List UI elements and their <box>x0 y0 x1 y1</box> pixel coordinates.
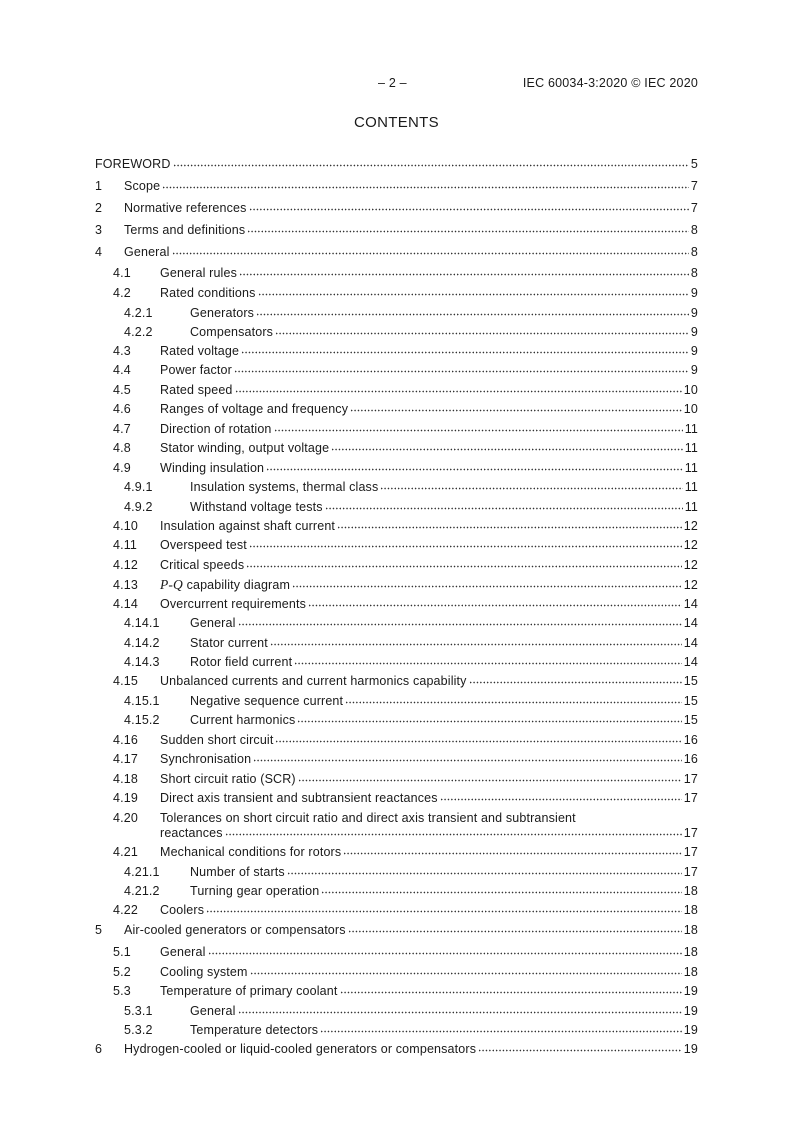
toc-page: 19 <box>683 1003 698 1018</box>
page-number: – 2 – <box>378 76 407 90</box>
toc-title: Hydrogen-cooled or liquid-cooled generators or compensators <box>124 1042 477 1056</box>
toc-number: 4.14.3 <box>124 655 160 669</box>
toc-entry-4-15-2[interactable] <box>95 713 698 733</box>
toc-title: Unbalanced currents and current harmonics capability <box>160 674 467 688</box>
toc-entry-4-3[interactable] <box>95 344 698 364</box>
toc-entry-4-10[interactable] <box>95 519 698 539</box>
toc-number: 5.2 <box>113 964 131 979</box>
toc-page: 11 <box>684 460 698 475</box>
toc-title: Coolers <box>160 903 205 917</box>
toc-number: 4.5 <box>113 382 131 397</box>
toc-title: Overcurrent requirements <box>160 596 307 611</box>
leader-dots <box>208 952 682 955</box>
toc-title: Stator winding, output voltage <box>160 441 330 455</box>
toc-number: 4.15.1 <box>124 693 160 708</box>
toc-number: 4.13 <box>113 578 138 592</box>
toc-number: 4.4 <box>113 363 131 377</box>
toc-page: 10 <box>683 382 698 397</box>
toc-title: General rules <box>160 266 237 280</box>
toc-title: Generators <box>190 305 255 320</box>
leader-dots <box>337 526 682 529</box>
leader-dots <box>321 891 681 894</box>
leader-dots <box>234 370 689 373</box>
leader-dots <box>350 409 682 412</box>
toc-title: Tolerances on short circuit ratio and direct axis transient and subtransient <box>160 810 576 825</box>
toc-title: Mechanical conditions for rotors <box>160 845 342 859</box>
leader-dots <box>275 332 689 335</box>
toc-page: 9 <box>690 286 698 300</box>
toc-page: 14 <box>683 596 698 611</box>
toc-entry-4-7[interactable] <box>95 422 698 442</box>
toc-page: 12 <box>683 518 698 533</box>
leader-dots <box>162 186 689 189</box>
toc-number: 4.2 <box>113 286 131 300</box>
toc-page: 15 <box>683 713 698 727</box>
toc-page: 17 <box>683 845 698 859</box>
toc-title: Temperature detectors <box>190 1023 319 1037</box>
toc-entry-4-21[interactable] <box>95 845 698 865</box>
toc-number: 4.1 <box>113 266 131 280</box>
leader-dots <box>469 681 682 684</box>
toc-title: Stator current <box>190 635 268 650</box>
toc-title: General <box>190 1003 236 1018</box>
toc-entry-4-13[interactable] <box>95 577 698 597</box>
toc-number: 4.16 <box>113 732 138 747</box>
toc-title: Winding insulation <box>160 460 265 475</box>
leader-dots <box>253 759 682 762</box>
leader-dots <box>478 1049 682 1052</box>
toc-entry-4-22[interactable] <box>95 903 698 923</box>
toc-title: Synchronisation <box>160 752 252 766</box>
toc-page: 16 <box>683 732 698 747</box>
toc-number: 4.20 <box>113 810 138 825</box>
toc-title: Critical speeds <box>160 557 245 572</box>
toc-number: 4.9.1 <box>124 480 153 494</box>
toc-page: 18 <box>683 945 698 959</box>
toc-page: 7 <box>690 201 698 215</box>
toc-title: Rated conditions <box>160 286 256 300</box>
toc-number: 4.15.2 <box>124 713 160 727</box>
toc-number: 5.3 <box>113 984 131 998</box>
leader-dots <box>343 852 682 855</box>
toc-entry-4-9-2[interactable] <box>95 500 698 519</box>
leader-dots <box>250 972 682 975</box>
toc-entry-4-6[interactable] <box>95 402 698 422</box>
toc-entry-4-14-2[interactable] <box>95 636 698 656</box>
leader-dots <box>380 487 682 490</box>
toc-title-continuation <box>95 826 698 841</box>
toc-entry-4-9[interactable] <box>95 461 698 481</box>
leader-dots <box>246 565 682 568</box>
toc-number: 3 <box>95 223 103 237</box>
toc-page: 11 <box>684 499 698 514</box>
toc-title: Short circuit ratio (SCR) <box>160 771 296 786</box>
toc-page: 19 <box>683 1042 698 1056</box>
toc-number: 5.1 <box>113 945 131 959</box>
toc-title: Ranges of voltage and frequency <box>160 402 349 416</box>
leader-dots <box>348 930 682 933</box>
toc-title: FOREWORD <box>95 157 171 171</box>
leader-dots <box>275 740 681 743</box>
toc-number: 4.14.2 <box>124 635 160 650</box>
leader-dots <box>249 208 689 211</box>
toc-entry-4-2-1[interactable] <box>95 306 698 325</box>
toc-title: Air-cooled generators or compensators <box>124 923 346 937</box>
toc-entry-4[interactable] <box>95 245 698 266</box>
toc-title: Turning gear operation <box>190 884 320 898</box>
leader-dots <box>298 779 682 782</box>
toc-entry-5-1[interactable] <box>95 945 698 965</box>
leader-dots <box>225 833 682 836</box>
toc-number: 4 <box>95 245 103 259</box>
toc-entry-4-4[interactable] <box>95 363 698 383</box>
toc-number: 4.2.1 <box>124 305 153 320</box>
toc-page: 7 <box>690 179 698 193</box>
leader-dots <box>331 448 683 451</box>
toc-entry-4-15-1[interactable] <box>95 694 698 714</box>
toc-title: Power factor <box>160 363 232 377</box>
toc-title: General <box>190 616 236 630</box>
toc-title-rest: capability diagram <box>182 578 291 592</box>
toc-number: 4.2.2 <box>124 324 153 339</box>
toc-title: General <box>160 945 206 959</box>
leader-dots <box>239 273 689 276</box>
toc-number: 6 <box>95 1042 103 1056</box>
toc-entry-foreword[interactable] <box>95 157 698 179</box>
toc-page: 9 <box>690 343 698 358</box>
toc-entry-2[interactable] <box>95 201 698 223</box>
toc-page: 10 <box>683 402 698 416</box>
leader-dots <box>258 293 689 296</box>
toc-number: 4.6 <box>113 402 131 416</box>
toc-entry-4-2-2[interactable] <box>95 325 698 344</box>
toc-page: 14 <box>683 655 698 669</box>
toc-entry-3[interactable] <box>95 223 698 245</box>
toc-entry-5[interactable] <box>95 923 698 945</box>
toc-page: 18 <box>683 964 698 979</box>
toc-title: Withstand voltage tests <box>190 499 323 514</box>
toc-page: 9 <box>690 324 698 339</box>
toc-title: Direct axis transient and subtransient reactances <box>160 791 438 805</box>
toc-entry-4-19[interactable] <box>95 791 698 811</box>
toc-entry-4-12[interactable] <box>95 558 698 578</box>
toc-entry-4-8[interactable] <box>95 441 698 461</box>
toc-number: 4.18 <box>113 771 138 786</box>
toc-entry-5-3-1[interactable] <box>95 1004 698 1024</box>
toc-title: Direction of rotation <box>160 421 272 436</box>
toc-page: 8 <box>690 266 698 280</box>
toc-page: 17 <box>683 791 698 805</box>
toc-entry-4-17[interactable] <box>95 752 698 772</box>
toc-title-line2: reactances <box>160 825 223 840</box>
toc-number: 4.11 <box>113 538 138 552</box>
leader-dots <box>320 1030 682 1033</box>
leader-dots <box>238 623 682 626</box>
toc-entry-4-21-2[interactable] <box>95 884 698 903</box>
toc-number: 4.21.2 <box>124 884 160 898</box>
leader-dots <box>249 545 682 548</box>
leader-dots <box>440 798 682 801</box>
toc-page: 9 <box>690 305 698 320</box>
toc-number: 5.3.1 <box>124 1003 153 1018</box>
leader-dots <box>292 585 682 588</box>
toc-title: Scope <box>124 179 161 193</box>
leader-dots <box>340 991 682 994</box>
toc-entry-4-5[interactable] <box>95 383 698 403</box>
toc-page: 9 <box>690 363 698 377</box>
leader-dots <box>294 662 682 665</box>
toc-page: 18 <box>683 884 698 898</box>
toc-page: 11 <box>684 480 698 494</box>
toc-entry-4-18[interactable] <box>95 772 698 792</box>
toc-entry-4-20[interactable] <box>95 811 698 846</box>
toc-title: Normative references <box>124 201 247 215</box>
toc-entry-4-9-1[interactable] <box>95 480 698 500</box>
toc-title: Rated voltage <box>160 343 240 358</box>
toc-title: Sudden short circuit <box>160 732 274 747</box>
toc-title: Compensators <box>190 324 274 339</box>
toc-number: 4.3 <box>113 343 131 358</box>
toc-number: 4.21 <box>113 845 138 859</box>
toc-number: 4.8 <box>113 441 131 455</box>
toc-page: 12 <box>683 538 698 552</box>
page-title: CONTENTS <box>354 114 439 131</box>
toc-page: 15 <box>683 674 698 688</box>
pq-math-label: P-Q <box>160 577 183 592</box>
toc-title: Cooling system <box>160 964 248 979</box>
leader-dots <box>345 701 682 704</box>
leader-dots <box>238 1011 682 1014</box>
toc-page: 15 <box>683 693 698 708</box>
toc-entry-4-1[interactable] <box>95 266 698 286</box>
toc-number: 4.14 <box>113 596 138 611</box>
toc-page: 17 <box>683 825 698 840</box>
toc-number: 1 <box>95 179 103 193</box>
toc-number: 4.22 <box>113 903 138 917</box>
toc-page: 12 <box>683 557 698 572</box>
toc-number: 5 <box>95 923 103 937</box>
toc-title: Temperature of primary coolant <box>160 984 338 998</box>
leader-dots <box>274 429 683 432</box>
toc-page: 16 <box>683 752 698 766</box>
toc-page: 5 <box>690 157 698 171</box>
toc-page: 8 <box>690 223 698 237</box>
toc-page: 12 <box>683 578 698 592</box>
leader-dots <box>235 390 682 393</box>
toc-number: 4.19 <box>113 791 138 805</box>
toc-page: 14 <box>683 635 698 650</box>
toc-entry-4-21-1[interactable] <box>95 865 698 885</box>
toc-page: 11 <box>684 421 698 436</box>
leader-dots <box>172 252 689 255</box>
toc-entry-4-14-1[interactable] <box>95 616 698 636</box>
toc-number: 4.21.1 <box>124 864 160 879</box>
leader-dots <box>325 507 683 510</box>
toc-number: 5.3.2 <box>124 1023 153 1037</box>
toc-title: Terms and definitions <box>124 223 246 237</box>
leader-dots <box>241 351 689 354</box>
toc-number: 4.7 <box>113 421 131 436</box>
toc-page: 17 <box>683 864 698 879</box>
toc-page: 8 <box>690 245 698 259</box>
toc-entry-4-16[interactable] <box>95 733 698 753</box>
toc-page: 11 <box>684 441 698 455</box>
toc-number: 4.14.1 <box>124 616 160 630</box>
toc-page: 17 <box>683 771 698 786</box>
leader-dots <box>308 604 682 607</box>
toc-page: 19 <box>683 1023 698 1037</box>
leader-dots <box>287 872 682 875</box>
leader-dots <box>173 164 689 167</box>
toc-entry-1[interactable] <box>95 179 698 201</box>
toc-number: 4.10 <box>113 518 138 533</box>
toc-title: Rated speed <box>160 382 233 397</box>
toc-title <box>160 577 290 593</box>
toc-page: 18 <box>683 903 698 917</box>
toc-number: 4.15 <box>113 674 138 688</box>
toc-entry-4-11[interactable] <box>95 538 698 558</box>
toc-entry-5-3-2[interactable] <box>95 1023 698 1042</box>
toc-entry-4-15[interactable] <box>95 674 698 694</box>
toc-page: 19 <box>683 984 698 998</box>
toc-entry-4-14-3[interactable] <box>95 655 698 674</box>
toc-title: Insulation against shaft current <box>160 518 336 533</box>
leader-dots <box>256 313 689 316</box>
leader-dots <box>206 910 682 913</box>
toc-entry-5-2[interactable] <box>95 965 698 985</box>
leader-dots <box>266 468 683 471</box>
toc-title: Insulation systems, thermal class <box>190 480 379 494</box>
table-of-contents <box>95 157 698 1062</box>
toc-title: Current harmonics <box>190 713 296 727</box>
toc-number: 4.9.2 <box>124 499 153 514</box>
toc-entry-6[interactable] <box>95 1042 698 1062</box>
toc-number: 4.17 <box>113 752 138 766</box>
toc-number: 4.9 <box>113 460 131 475</box>
toc-page: 18 <box>683 923 698 937</box>
leader-dots <box>297 720 681 723</box>
leader-dots <box>270 643 682 646</box>
toc-entry-4-14[interactable] <box>95 597 698 617</box>
toc-title: Number of starts <box>190 864 285 879</box>
toc-entry-4-2[interactable] <box>95 286 698 306</box>
toc-number: 2 <box>95 201 103 215</box>
toc-title: General <box>124 245 170 259</box>
toc-title: Overspeed test <box>160 538 247 552</box>
toc-page: 14 <box>683 616 698 630</box>
toc-entry-5-3[interactable] <box>95 984 698 1004</box>
toc-title: Rotor field current <box>190 655 293 669</box>
toc-number: 4.12 <box>113 557 138 572</box>
leader-dots <box>247 230 689 233</box>
toc-title: Negative sequence current <box>190 693 344 708</box>
standard-reference: IEC 60034-3:2020 © IEC 2020 <box>522 76 698 90</box>
